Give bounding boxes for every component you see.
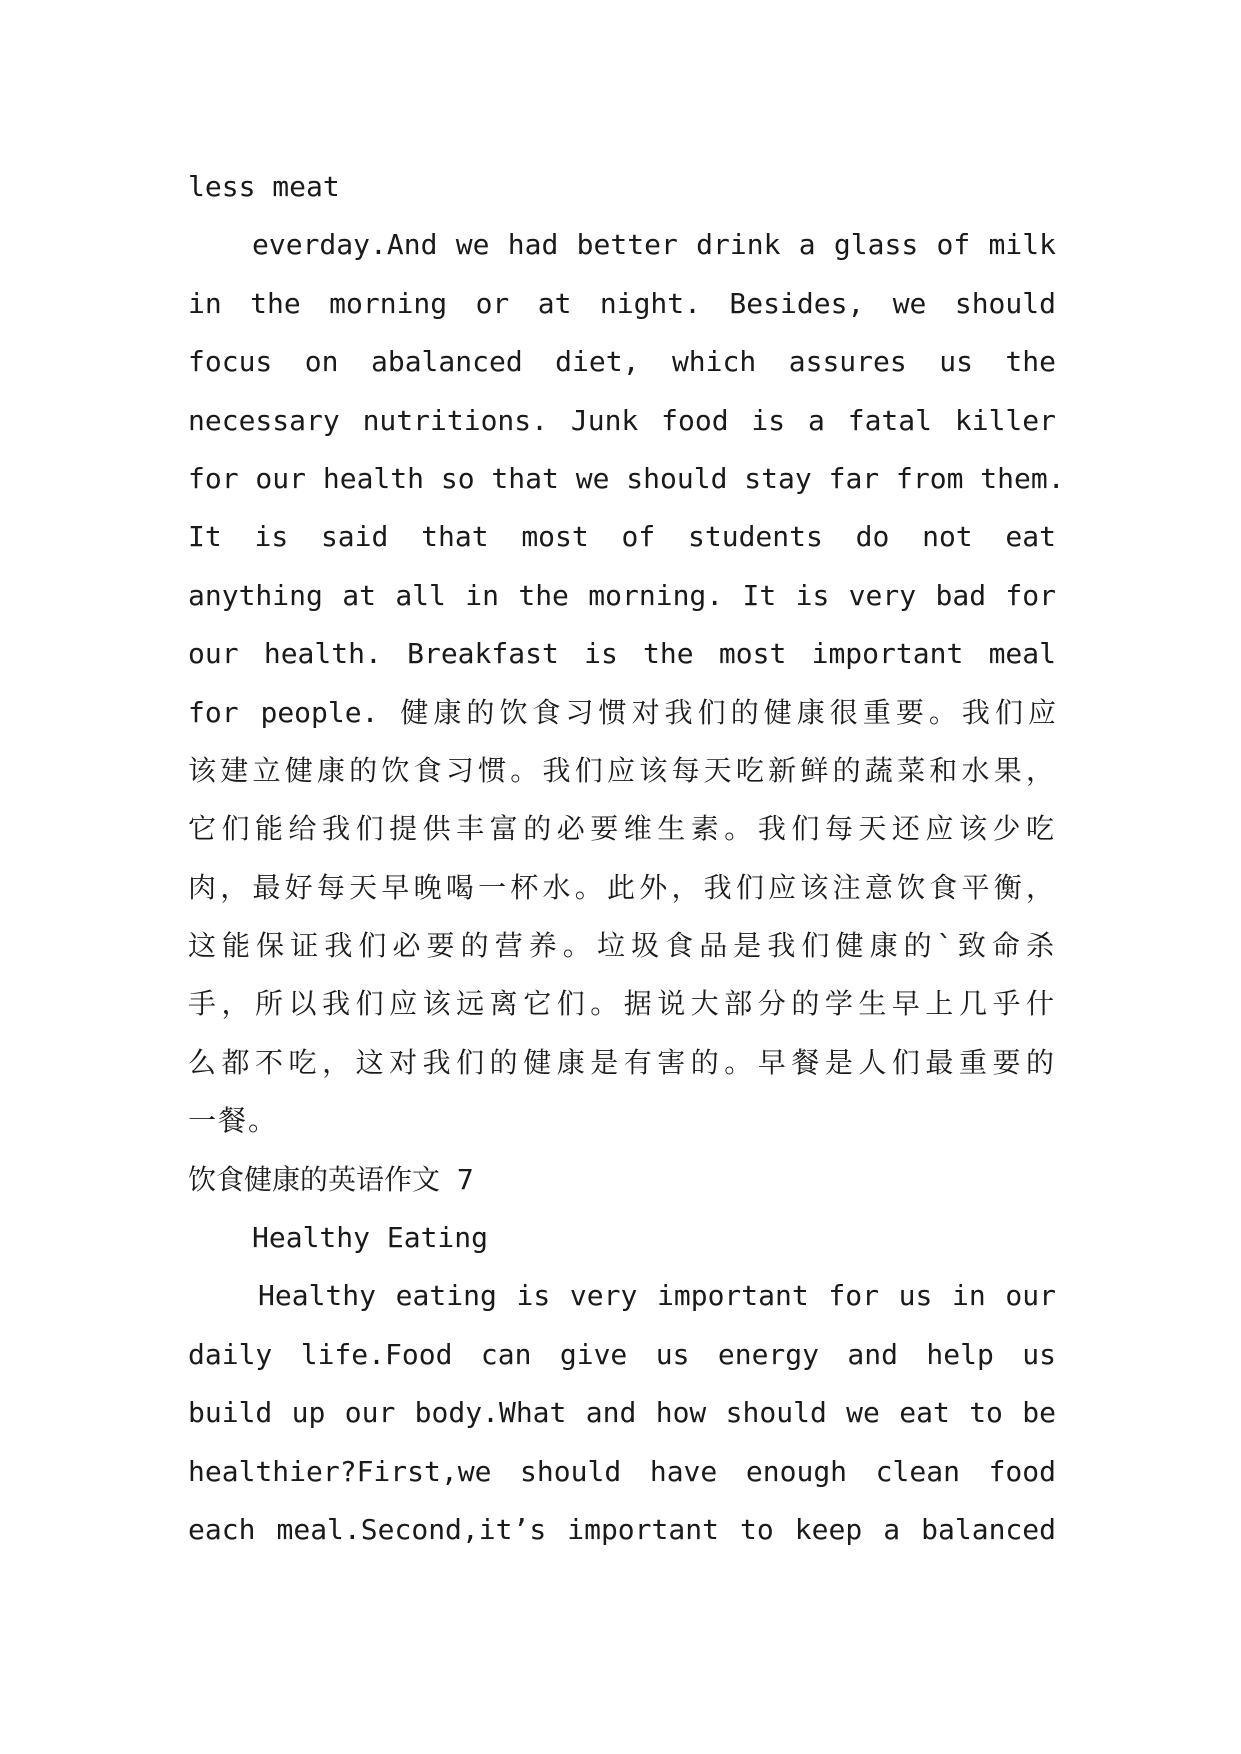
text-line: build up our body.What and how should we eat to be — [188, 1396, 1056, 1430]
text-line: each meal.Second,it’s important to keep a balanced — [188, 1512, 1056, 1546]
text-line: daily life.Food can give us energy and help us — [188, 1337, 1056, 1371]
text-line: for our health so that we should stay far from them. — [188, 461, 1065, 495]
text-line: our health. Breakfast is the most important meal — [188, 637, 1056, 671]
text-line: 一餐。 — [188, 1104, 279, 1138]
text-line: anything at all in the morning. It is very bad for — [188, 578, 1056, 612]
text-line: 手，所以我们应该远离它们。据说大部分的学生早上几乎什 — [188, 987, 1056, 1021]
text-line: 它们能给我们提供丰富的必要维生素。我们每天还应该少吃 — [188, 812, 1056, 846]
text-line: less meat — [188, 170, 340, 203]
essay-title: Healthy Eating — [252, 1221, 489, 1255]
text-line: healthier?First,we should have enough clean food — [188, 1454, 1056, 1488]
text-line: 肉，最好每天早晚喝一杯水。此外，我们应该注意饮食平衡， — [188, 870, 1056, 904]
text-line: 该建立健康的饮食习惯。我们应该每天吃新鲜的蔬菜和水果， — [188, 753, 1056, 787]
text-line: in the morning or at night. Besides, we should — [188, 286, 1056, 320]
text-line: necessary nutritions. Junk food is a fatal killer — [188, 403, 1056, 437]
section-heading: 饮食健康的英语作文 7 — [188, 1162, 474, 1196]
text-line: 么都不吃，这对我们的健康是有害的。早餐是人们最重要的 — [188, 1045, 1056, 1079]
text-line: 这能保证我们必要的营养。垃圾食品是我们健康的`致命杀 — [188, 929, 1056, 963]
text-line: focus on abalanced diet, which assures us the — [188, 345, 1056, 379]
document-body — [188, 158, 1065, 1559]
text-line: for people. 健康的饮食习惯对我们的健康很重要。我们应 — [188, 695, 1056, 729]
text-line: everday.And we had better drink a glass of milk — [252, 228, 1056, 262]
text-line: Healthy eating is very important for us in our — [258, 1279, 1056, 1313]
text-line: It is said that most of students do not eat — [188, 520, 1056, 554]
